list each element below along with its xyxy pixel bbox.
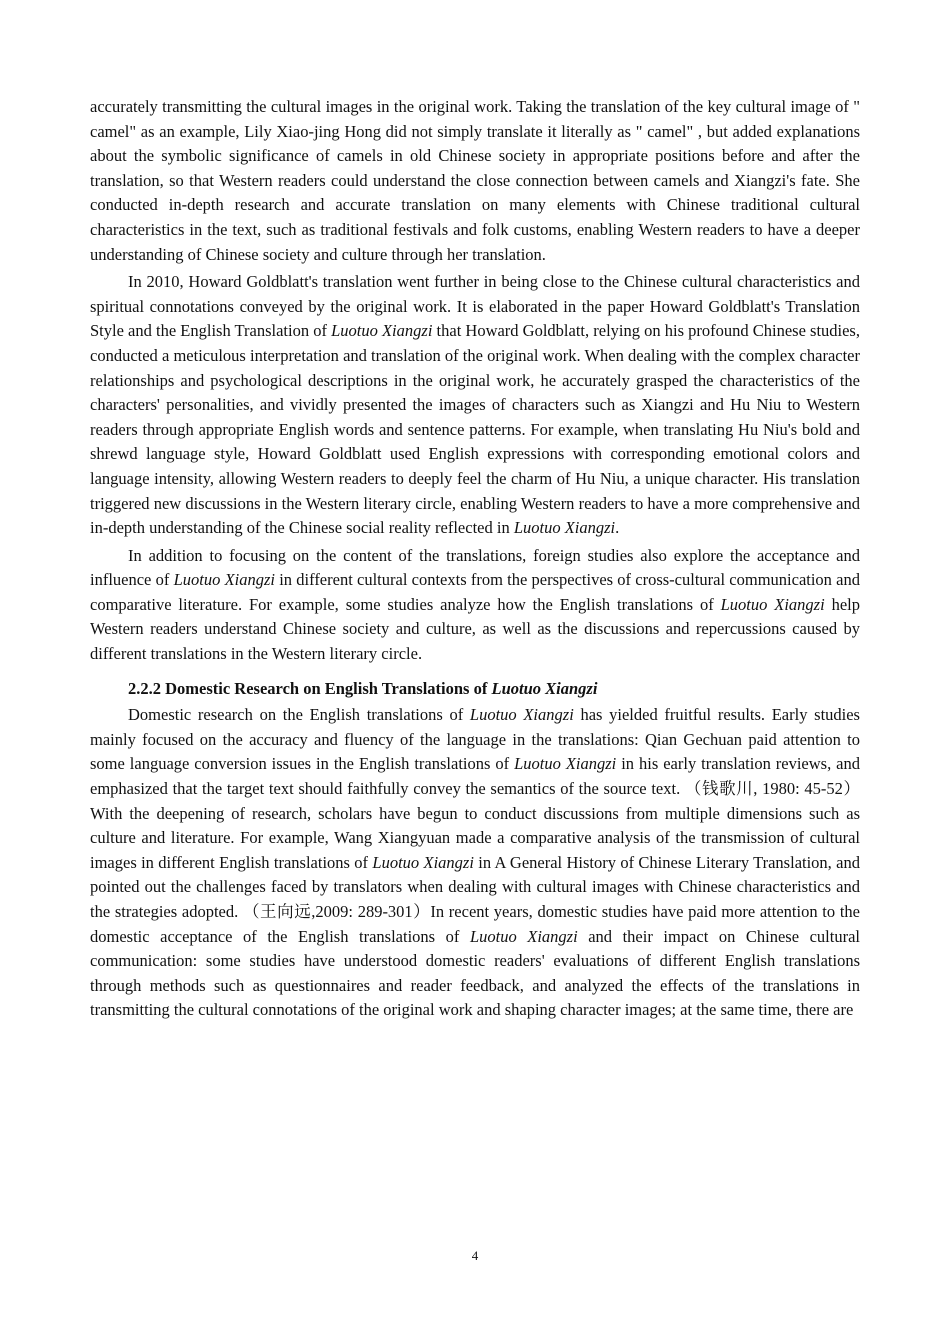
book-title: Luotuo Xiangzi xyxy=(513,518,616,538)
paragraph-continuation xyxy=(90,95,860,267)
paragraph-text: that Howard Goldblatt, relying on his profound Chinese studies, conducted a meticulous interpretation and translation of the original work. When dealing with the complex character relationships and psychological descriptions in the original work, he accurately grasped the characteristics of the characters' personalities, and vividly presented the images of characters such as Xiangzi and Hu Niu to Western readers through appropriate English words and sentence patterns. For example, when translating Hu Niu's bold and shrewd language style, Howard Goldblatt used English expressions with corresponding emotional colors and language intensity, allowing Western readers to deeply feel the charm of Hu Niu, a unique character. His translation triggered new discussions in the Western literary circle, enabling Western readers to have a more comprehensive and in-depth understanding of the Chinese social reality reflected in xyxy=(90,321,860,538)
book-title: Luotuo Xiangzi xyxy=(469,705,574,725)
paragraph-text: and their impact on Chinese cultural communication: some studies have understood domestic readers' evaluations of different English translations through methods such as questionnaires and reader feedback, and analyzed the effects of the translations in transmitting the cultural connotations of the original work and shaping character images; at the same time, there are xyxy=(90,926,860,1020)
book-title: Luotuo Xiangzi xyxy=(720,594,825,614)
book-title: Luotuo Xiangzi xyxy=(331,321,433,341)
paragraph-text: In 2010, Howard Goldblatt's translation went further in being close to the Chinese cultural characteristics and spiritual connotations conveyed by the original work. It is elaborated in the paper Howard Goldblatt's Translation Style and the English Translation of xyxy=(90,272,860,341)
section-heading xyxy=(90,677,860,702)
page-number: 4 xyxy=(471,1248,479,1263)
paragraph-goldblatt xyxy=(90,270,860,541)
paragraph-text: Domestic research on the English translations of xyxy=(128,705,470,725)
paragraph-domestic-research xyxy=(90,703,860,1023)
paragraph-text: has yielded fruitful results. Early studies mainly focused on the accuracy and fluency of the language in the translations: Qian Gechuan paid attention to some language conversion issues in the English translations of xyxy=(90,705,860,774)
paragraph-text: accurately transmitting the cultural images in the original work. Taking the translation of the key cultural image of " camel" as an example, Lily Xiao-jing Hong did not simply translate it literally as " camel" , but added explanations about the symbolic significance of camels in old Chinese society in appropriate positions before and after the translation, so that Western readers could understand the close connection between camels and Xiangzi's fate. She conducted in-depth research and accurate translation on many elements with Chinese traditional cultural characteristics in the text, such as traditional festivals and folk customs, enabling Western readers to have a deeper understanding of Chinese society and culture through her translation. xyxy=(90,97,860,264)
book-title: Luotuo Xiangzi xyxy=(173,570,275,590)
book-title: Luotuo Xiangzi xyxy=(514,754,617,774)
heading-text: 2.2.2 Domestic Research on English Translations of xyxy=(128,678,492,698)
heading-book-title: Luotuo Xiangzi xyxy=(491,678,598,698)
book-title: Luotuo Xiangzi xyxy=(469,926,578,946)
paragraph-text: in different cultural contexts from the perspectives of cross-cultural communication and comparative literature. For example, some studies analyze how the English translations of xyxy=(90,570,860,614)
page-body xyxy=(90,95,860,1026)
paragraph-text: . xyxy=(615,518,620,538)
paragraph-text: help Western readers understand Chinese society and culture, as well as the discussions and repercussions caused by different translations in the Western literary circle. xyxy=(90,594,860,664)
paragraph-text: in his early translation reviews, and emphasized that the target text should faithfully convey the semantics of the source text. （钱歌川, 1980: 45-52）With the deepening of research, scholars have begun to conduct discussions from multiple dimensions such as culture and literature. For example, Wang Xiangyuan made a comparative analysis of the transmission of cultural images in different English translations of xyxy=(90,754,860,872)
paragraph-text: In addition to focusing on the content of the translations, foreign studies also explore the acceptance and influence of xyxy=(90,545,860,590)
paragraph-foreign-studies xyxy=(90,544,860,667)
book-title: Luotuo Xiangzi xyxy=(372,852,474,872)
paragraph-text: in A General History of Chinese Literary Translation, and pointed out the challenges faced by translators when dealing with cultural images with Chinese characteristics and the strategies adopted. （王向远,2009: 289-301）In recent years, domestic studies have paid more attention to the domestic acceptance of the English translations of xyxy=(90,852,860,946)
